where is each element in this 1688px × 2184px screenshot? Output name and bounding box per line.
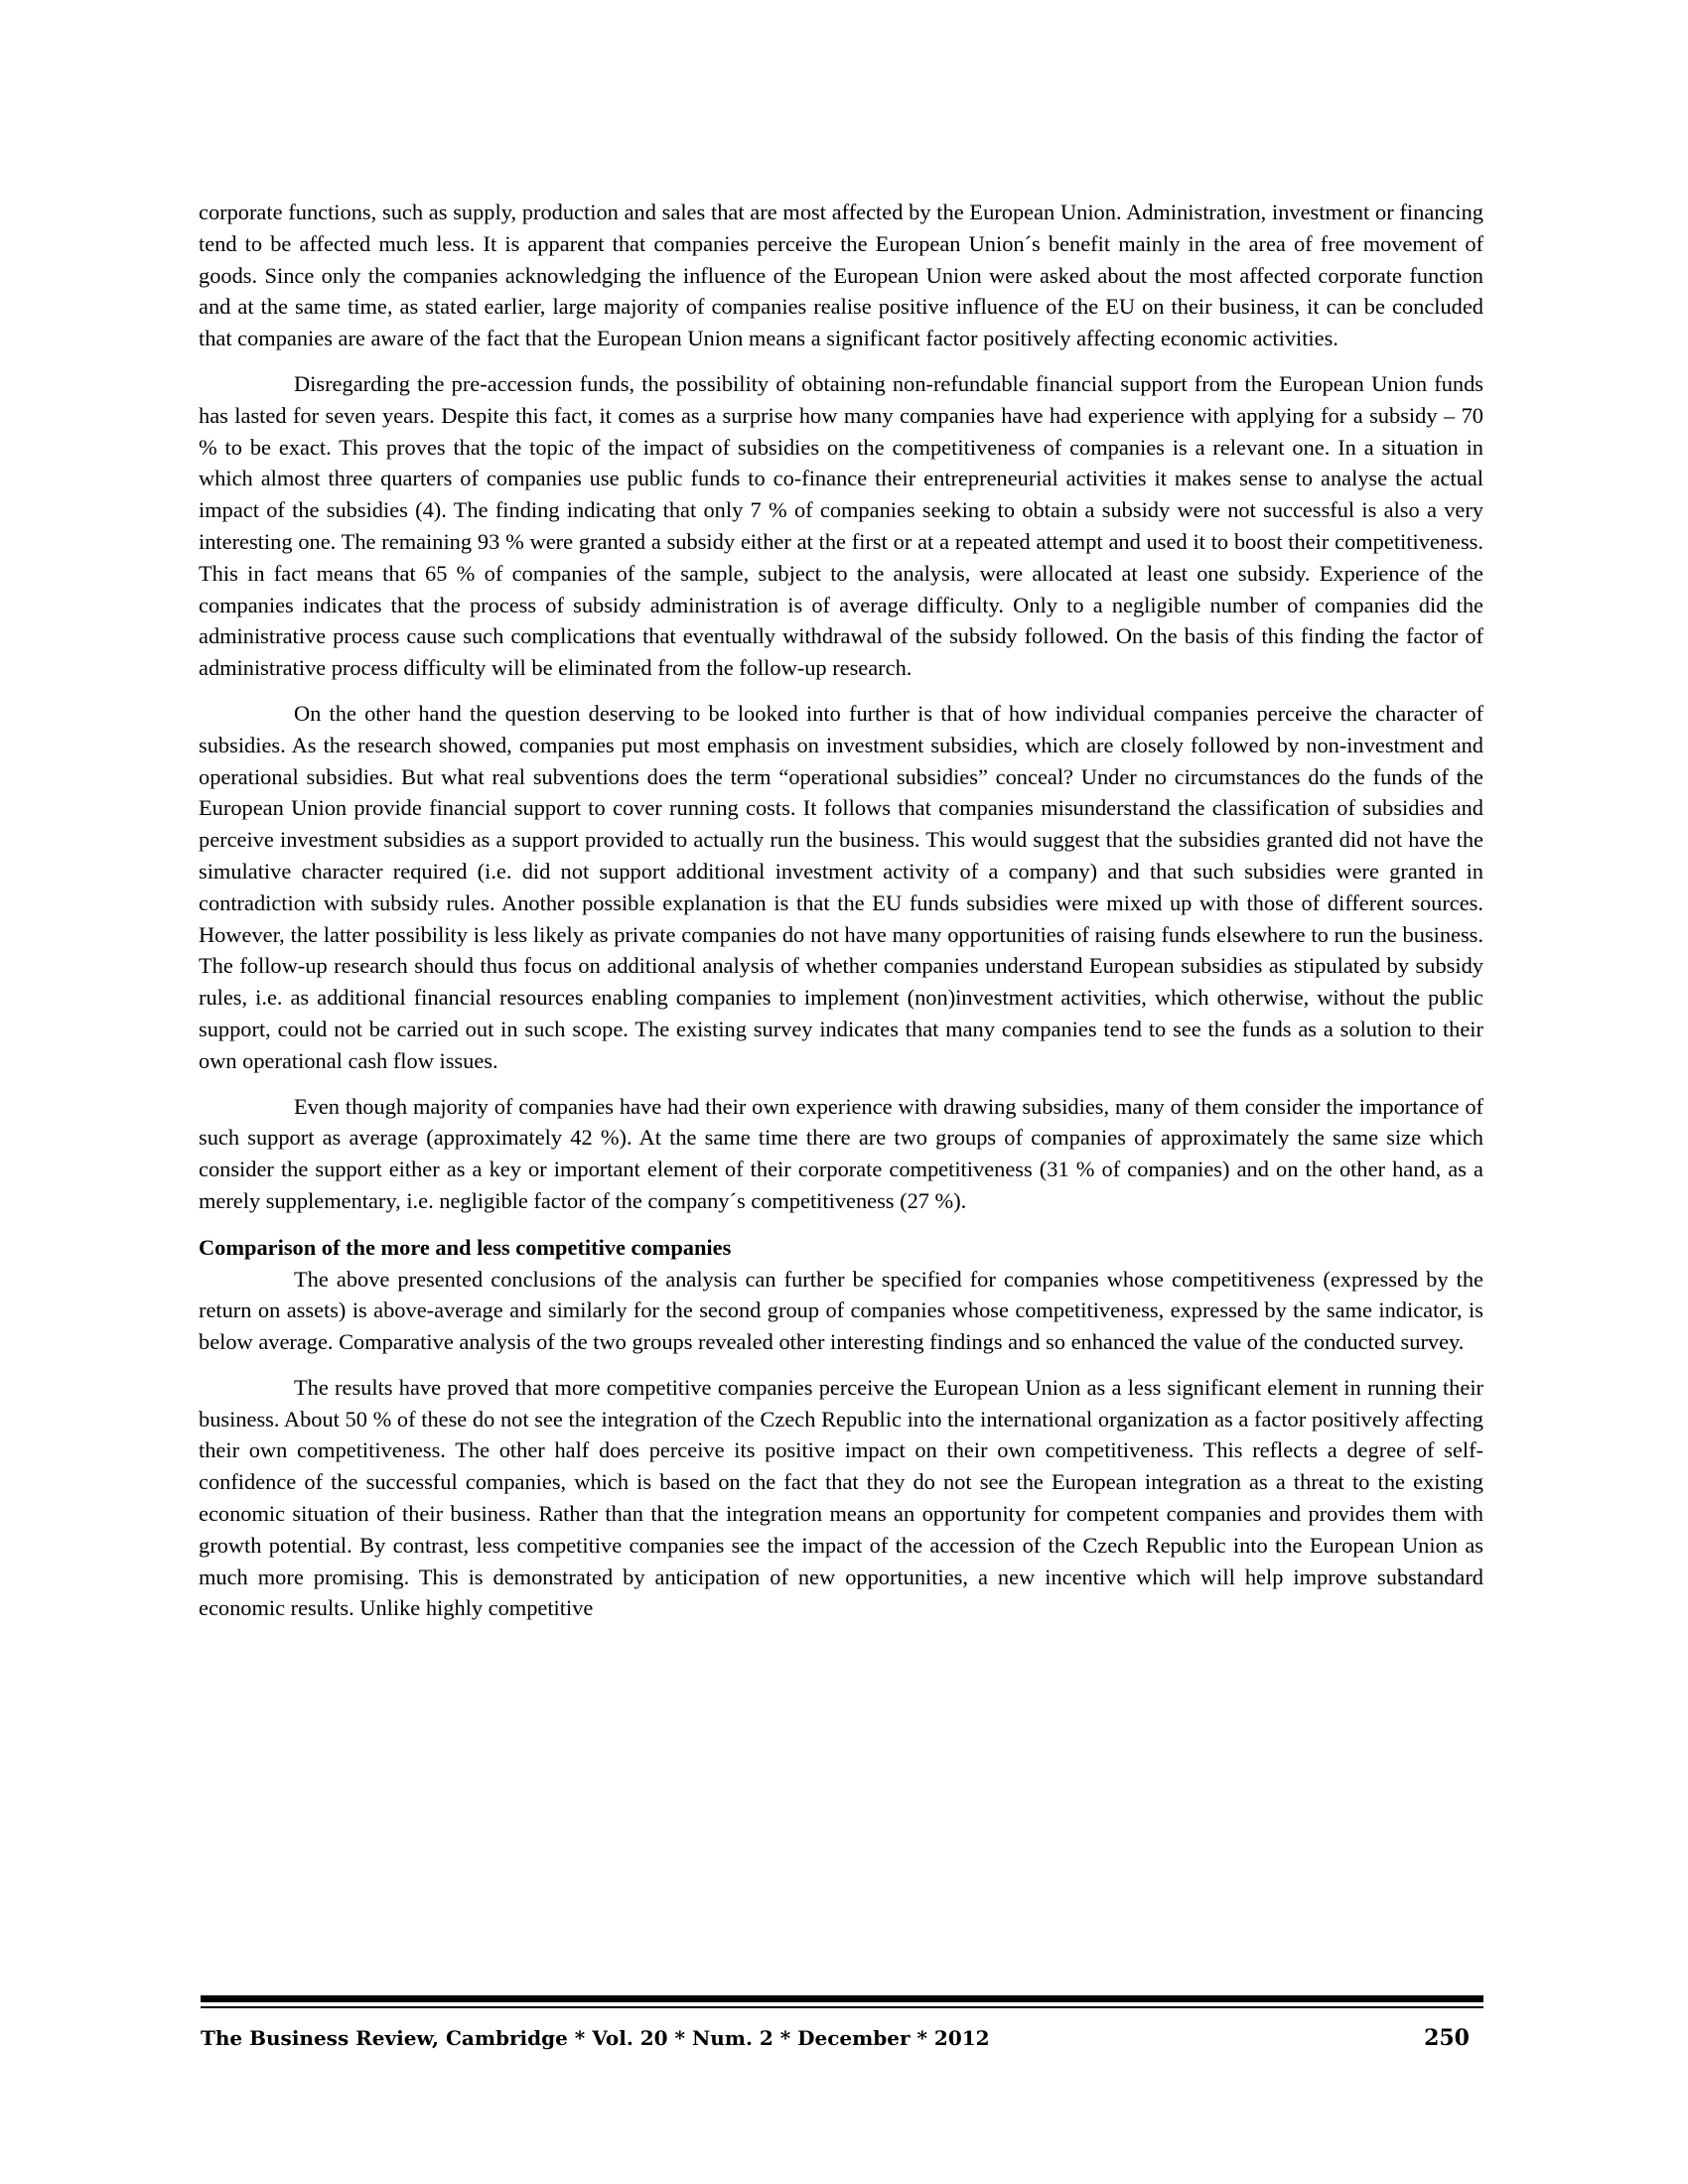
paragraph: The results have proved that more competitive companies perceive the European Union as a less significant element in running their business. About 50 % of these do not see the integration of the Czech Republic into the international organization as a factor positively affecting their own competitiveness. The other half does perceive its positive impact on their own competitiveness. This reflects a degree of self-confidence of the successful companies, which is based on the fact that they do not see the European integration as a threat to the existing economic situation of their business. Rather than that the integration means an opportunity for competent companies and provides them with growth potential. By contrast, less competitive companies see the impact of the accession of the Czech Republic into the European Union as much more promising. This is demonstrated by anticipation of new opportunities, a new incentive which will help improve substandard economic results. Unlike highly competitive (199, 1374, 1483, 1621)
article-body (199, 197, 1483, 1624)
journal-citation: The Business Review, Cambridge * Vol. 20 * Num. 2 * December * 2012 (201, 2026, 990, 2050)
footer-rule (201, 1995, 1483, 2002)
section-heading: Comparison of the more and less competitive companies (199, 1234, 732, 1260)
paragraph: Disregarding the pre-accession funds, the possibility of obtaining non-refundable financial support from the European Union funds has lasted for seven years. Despite this fact, it comes as a surprise how many companies have had experience with applying for a subsidy – 70 % to be exact. This proves that the topic of the impact of subsidies on the competitiveness of companies is a relevant one. In a situation in which almost three quarters of companies use public funds to co-finance their entrepreneurial activities it makes sense to analyse the actual impact of the subsidies (4). The finding indicating that only 7 % of companies seeking to obtain a subsidy were not successful is also a very interesting one. The remaining 93 % were granted a subsidy either at the first or at a repeated attempt and used it to boost their competitiveness. This in fact means that 65 % of companies of the sample, subject to the analysis, were allocated at least one subsidy. Experience of the companies indicates that the process of subsidy administration is of average difficulty. Only to a negligible number of companies did the administrative process cause such complications that eventually withdrawal of the subsidy followed. On the basis of this finding the factor of administrative process difficulty will be eliminated from the follow-up research. (199, 370, 1483, 681)
paragraph: The above presented conclusions of the analysis can further be specified for companies whose competitiveness (expressed by the return on assets) is above-average and similarly for the second group of companies whose competitiveness, expressed by the same indicator, is below average. Comparative analysis of the two groups revealed other interesting findings and so enhanced the value of the conducted survey. (199, 1266, 1483, 1355)
page-footer (201, 2021, 1483, 2055)
paragraph: Even though majority of companies have had their own experience with drawing subsidies, many of them consider the importance of such support as average (approximately 42 %). At the same time there are two groups of companies of approximately the same size which consider the support either as a key or important element of their corporate competitiveness (31 % of companies) and on the other hand, as a merely supplementary, i.e. negligible factor of the company´s competitiveness (27 %). (199, 1093, 1483, 1213)
paragraph: corporate functions, such as supply, production and sales that are most affected by the European Union. Administration, investment or financing tend to be affected much less. It is apparent that companies perceive the European Union´s benefit mainly in the area of free movement of goods. Since only the companies acknowledging the influence of the European Union were asked about the most affected corporate function and at the same time, as stated earlier, large majority of companies realise positive influence of the EU on their business, it can be concluded that companies are aware of the fact that the European Union means a significant factor positively affecting economic activities. (199, 200, 1483, 351)
page-number: 250 (1424, 2025, 1470, 2051)
paragraph: On the other hand the question deserving to be looked into further is that of how individual companies perceive the character of subsidies. As the research showed, companies put most emphasis on investment subsidies, which are closely followed by non-investment and operational subsidies. But what real subventions does the term “operational subsidies” conceal? Under no circumstances do the funds of the European Union provide financial support to cover running costs. It follows that companies misunderstand the classification of subsidies and perceive investment subsidies as a support provided to actually run the business. This would suggest that the subsidies granted did not have the simulative character required (i.e. did not support additional investment activity of a company) and that such subsidies were granted in contradiction with subsidy rules. Another possible explanation is that the EU funds subsidies were mixed up with those of different sources. However, the latter possibility is less likely as private companies do not have many opportunities of raising funds elsewhere to run the business. The follow-up research should thus focus on additional analysis of whether companies understand European subsidies as stipulated by subsidy rules, i.e. as additional financial resources enabling companies to implement (non)investment activities, which otherwise, without the public support, could not be carried out in such scope. The existing survey indicates that many companies tend to see the funds as a solution to their own operational cash flow issues. (199, 700, 1483, 1073)
footer-rule (201, 2006, 1483, 2008)
